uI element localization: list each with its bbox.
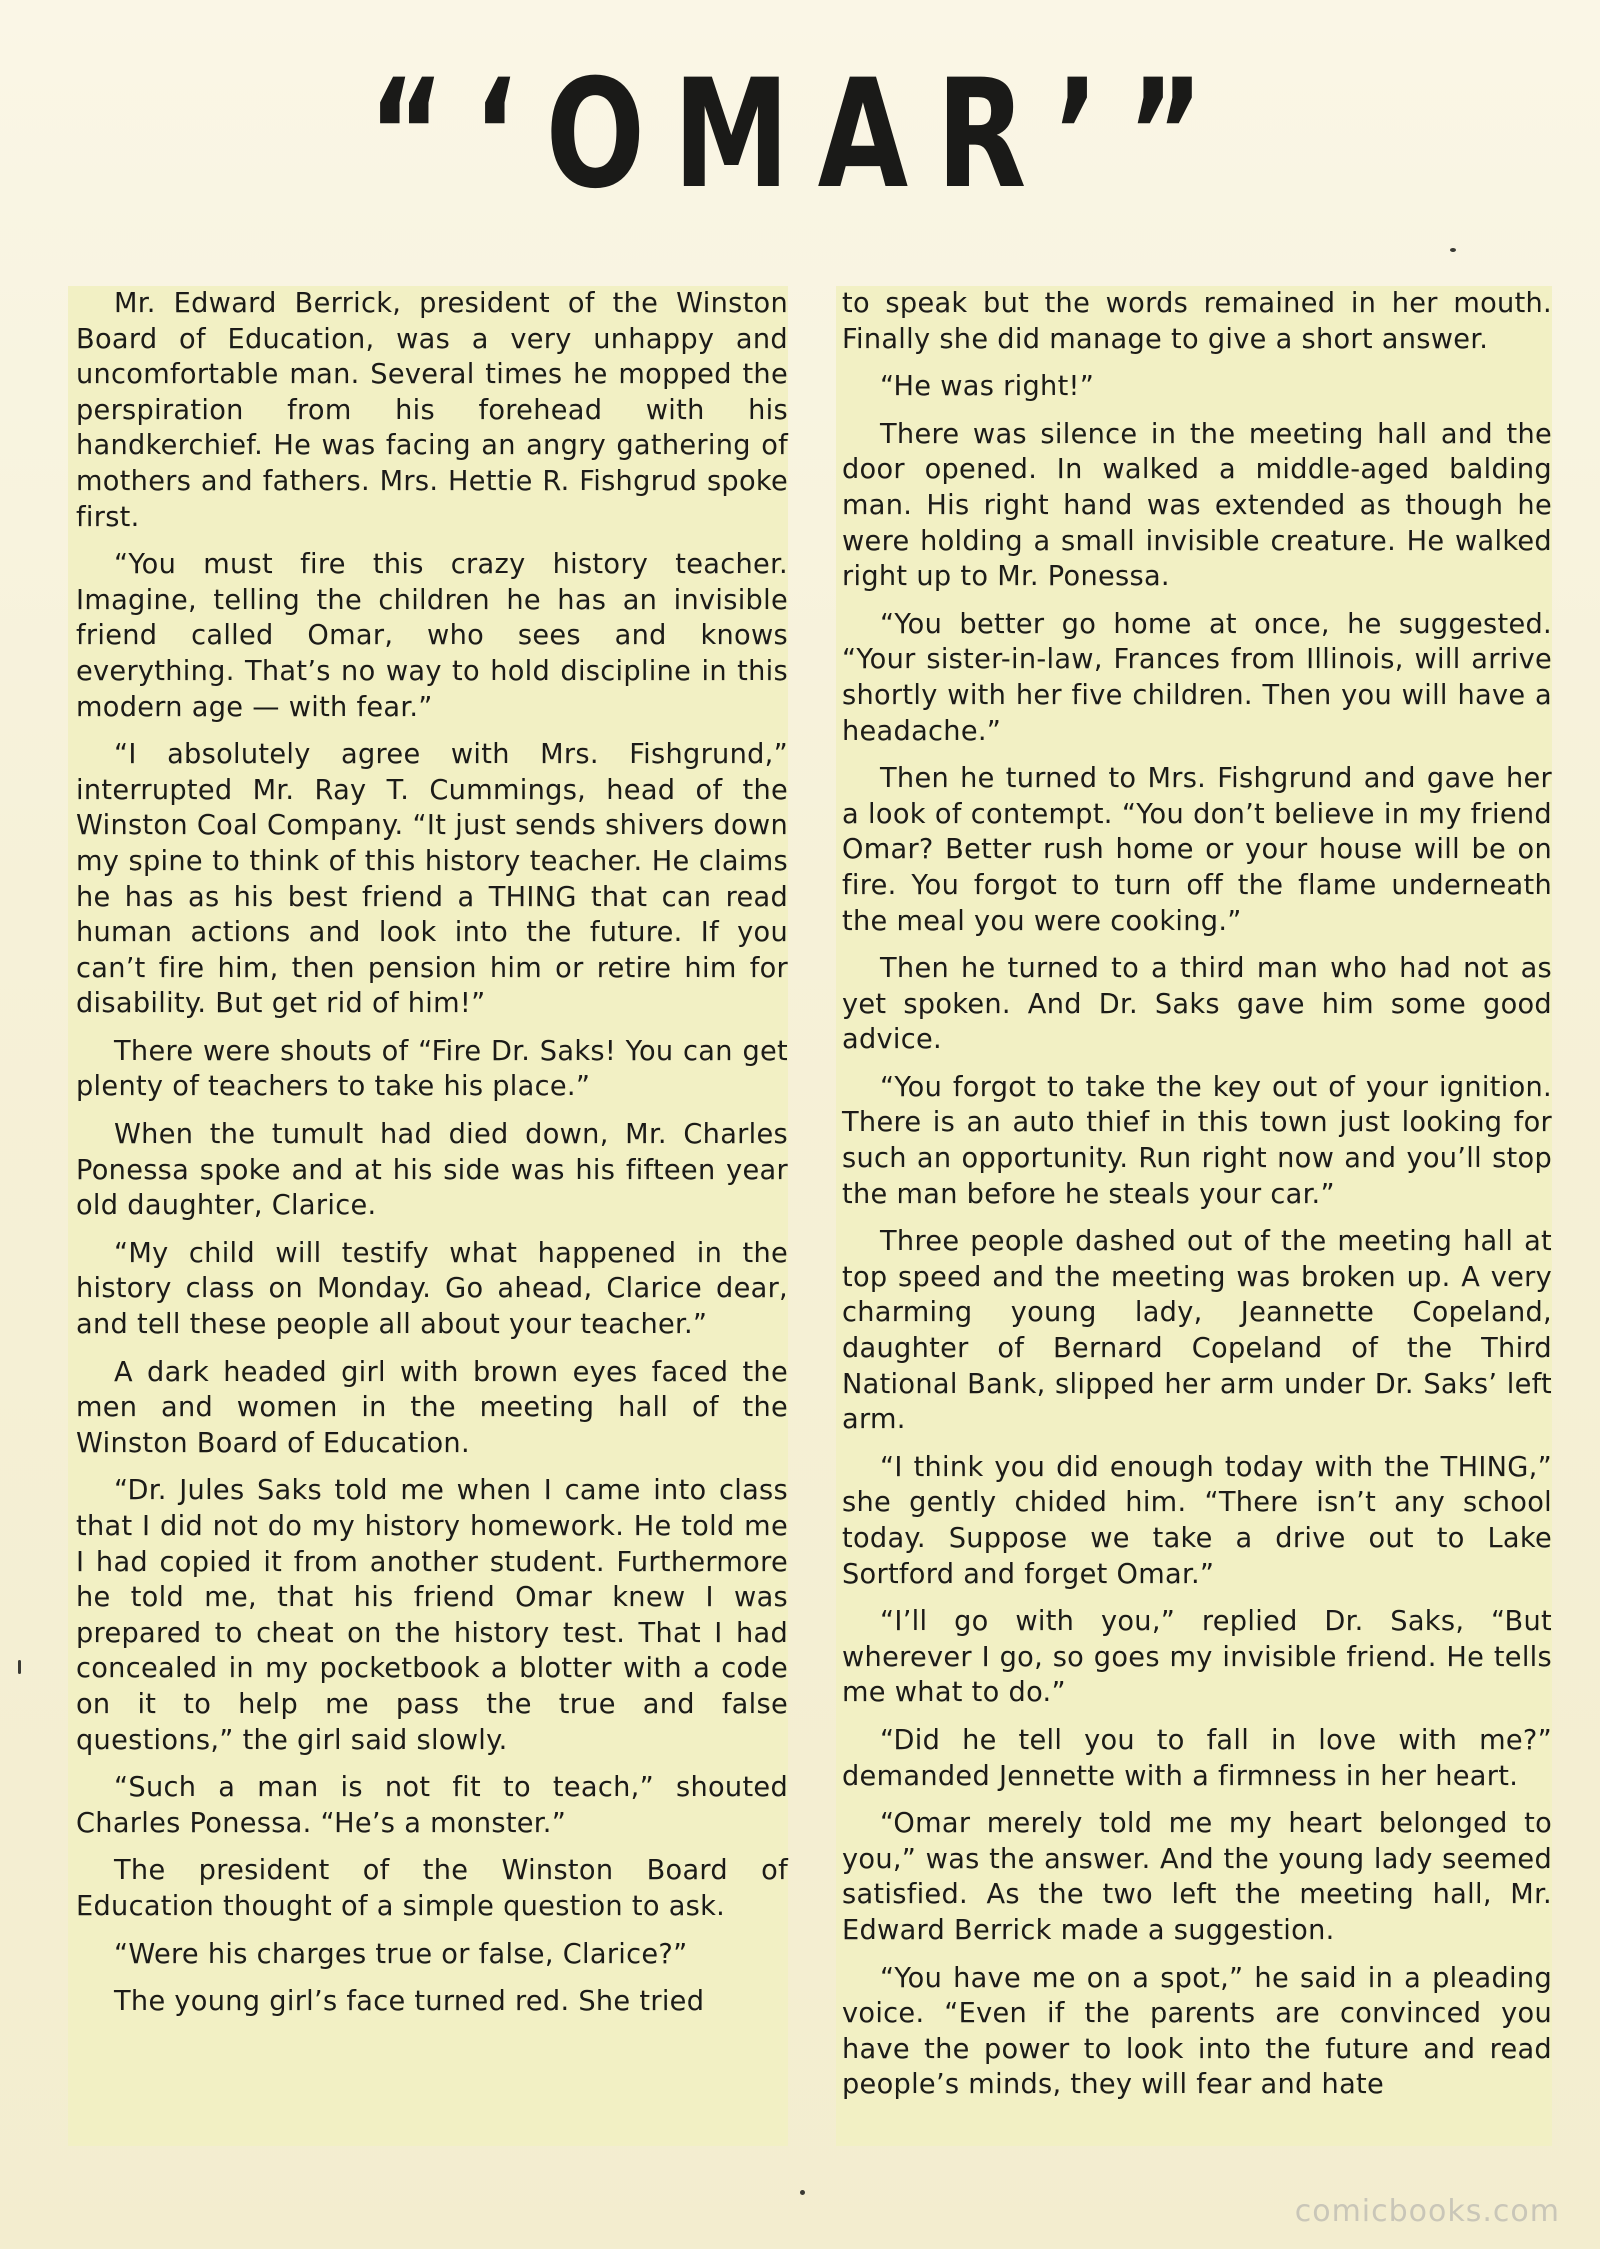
paragraph: The young girl’s face turned red. She tried	[114, 1986, 705, 2018]
story-title: “‘OMAR’”	[368, 48, 1232, 222]
paragraph: Then he turned to a third man who had not as yet spoken. And Dr. Saks gave him some good advice.	[842, 953, 1552, 1056]
paragraph: When the tumult had died down, Mr. Charles Ponessa spoke and at his side was his fifteen year old daughter, Clarice.	[76, 1119, 788, 1222]
paragraph: A dark headed girl with brown eyes faced the men and women in the meeting hall of the Winston Board of Education.	[76, 1356, 788, 1459]
paragraph: “I absolutely agree with Mrs. Fishgrund,” interrupted Mr. Ray T. Cummings, head of the Winston Coal Company. “It just sends shivers down my spine to think of this history teacher. He claims he has as his best friend a THING that can read human actions and look into the future. If you can’t fire him, then pension him or retire him for disability. But get rid of him!”	[76, 739, 788, 1020]
paragraph: Three people dashed out of the meeting hall at top speed and the meeting was broken up. A very charming young lady, Jeannette Copeland, daughter of Bernard Copeland of the Third National Bank, slipped her arm under Dr. Saks’ left arm.	[842, 1226, 1552, 1436]
right-text-column	[836, 286, 1552, 2146]
paragraph: “My child will testify what happened in the history class on Monday. Go ahead, Clarice dear, and tell these people all about your teacher.”	[76, 1237, 788, 1341]
paragraph: “Were his charges true or false, Clarice?”	[114, 1938, 688, 1970]
site-watermark: comicbooks.com	[1294, 2194, 1560, 2229]
paragraph: The president of the Winston Board of Education thought of a simple question to ask.	[76, 1855, 788, 1922]
paragraph: “You have me on a spot,” he said in a pleading voice. “Even if the parents are convinced you have the power to look into the future and read people’s minds, they will fear and hate	[842, 1962, 1552, 2101]
paragraph: “Omar merely told me my heart belonged to you,” was the answer. And the young lady seemed satisfied. As the two left the meeting hall, Mr. Edward Berrick made a suggestion.	[842, 1808, 1552, 1946]
paragraph: “Dr. Jules Saks told me when I came into class that I did not do my history homework. He told me I had copied it from another student. Furthermore he told me, that his friend Omar knew I was prepared to cheat on the history test. That I had concealed in my pocketbook a blotter with a code on it to help me pass the true and false questions,” the girl said slowly.	[76, 1475, 788, 1756]
print-speck	[800, 2190, 805, 2195]
paragraph: “You forgot to take the key out of your ignition. There is an auto thief in this town just looking for such an opportunity. Run right now and you’ll stop the man before he steals your car.”	[842, 1071, 1552, 1210]
print-speck	[1450, 248, 1456, 252]
print-speck	[18, 1660, 21, 1674]
paragraph: to speak but the words remained in her mouth. Finally she did manage to give a short answer.	[842, 288, 1552, 355]
paragraph: “You better go home at once, he suggested. “Your sister-in-law, Frances from Illinois, will arrive shortly with her five children. Then you will have a headache.”	[842, 608, 1552, 747]
paragraph: Mr. Edward Berrick, president of the Winston Board of Education, was a very unhappy and uncomfortable man. Several times he mopped the perspiration from his forehead with his handkerchief. He was facing an angry gathering of mothers and fathers. Mrs. Hettie R. Fishgrud spoke first.	[76, 288, 788, 533]
paragraph: “You must fire this crazy history teacher. Imagine, telling the children he has an invisible friend called Omar, who sees and knows everything. That’s no way to hold discipline in this modern age — with fear.”	[76, 549, 788, 723]
paragraph: There was silence in the meeting hall and the door opened. In walked a middle-aged balding man. His right hand was extended as though he were holding a small invisible creature. He walked right up to Mr. Ponessa.	[842, 418, 1552, 593]
left-text-column	[68, 286, 788, 2146]
paragraph: “Did he tell you to fall in love with me?” demanded Jennette with a firmness in her heart.	[842, 1724, 1552, 1792]
paragraph: There were shouts of “Fire Dr. Saks! You can get plenty of teachers to take his place.”	[76, 1035, 788, 1103]
paragraph: “He was right!”	[880, 371, 1095, 403]
paragraph: “I’ll go with you,” replied Dr. Saks, “But wherever I go, so goes my invisible friend. He tells me what to do.”	[842, 1606, 1552, 1709]
paragraph: “Such a man is not fit to teach,” shouted Charles Ponessa. “He’s a monster.”	[76, 1772, 788, 1839]
paragraph: “I think you did enough today with the THING,” she gently chided him. “There isn’t any school today. Suppose we take a drive out to Lake Sortford and forget Omar.”	[842, 1451, 1552, 1590]
paragraph: Then he turned to Mrs. Fishgrund and gave her a look of contempt. “You don’t believe in my friend Omar? Better rush home or your house will be on fire. You forgot to turn off the flame underneath the meal you were cooking.”	[842, 763, 1552, 937]
